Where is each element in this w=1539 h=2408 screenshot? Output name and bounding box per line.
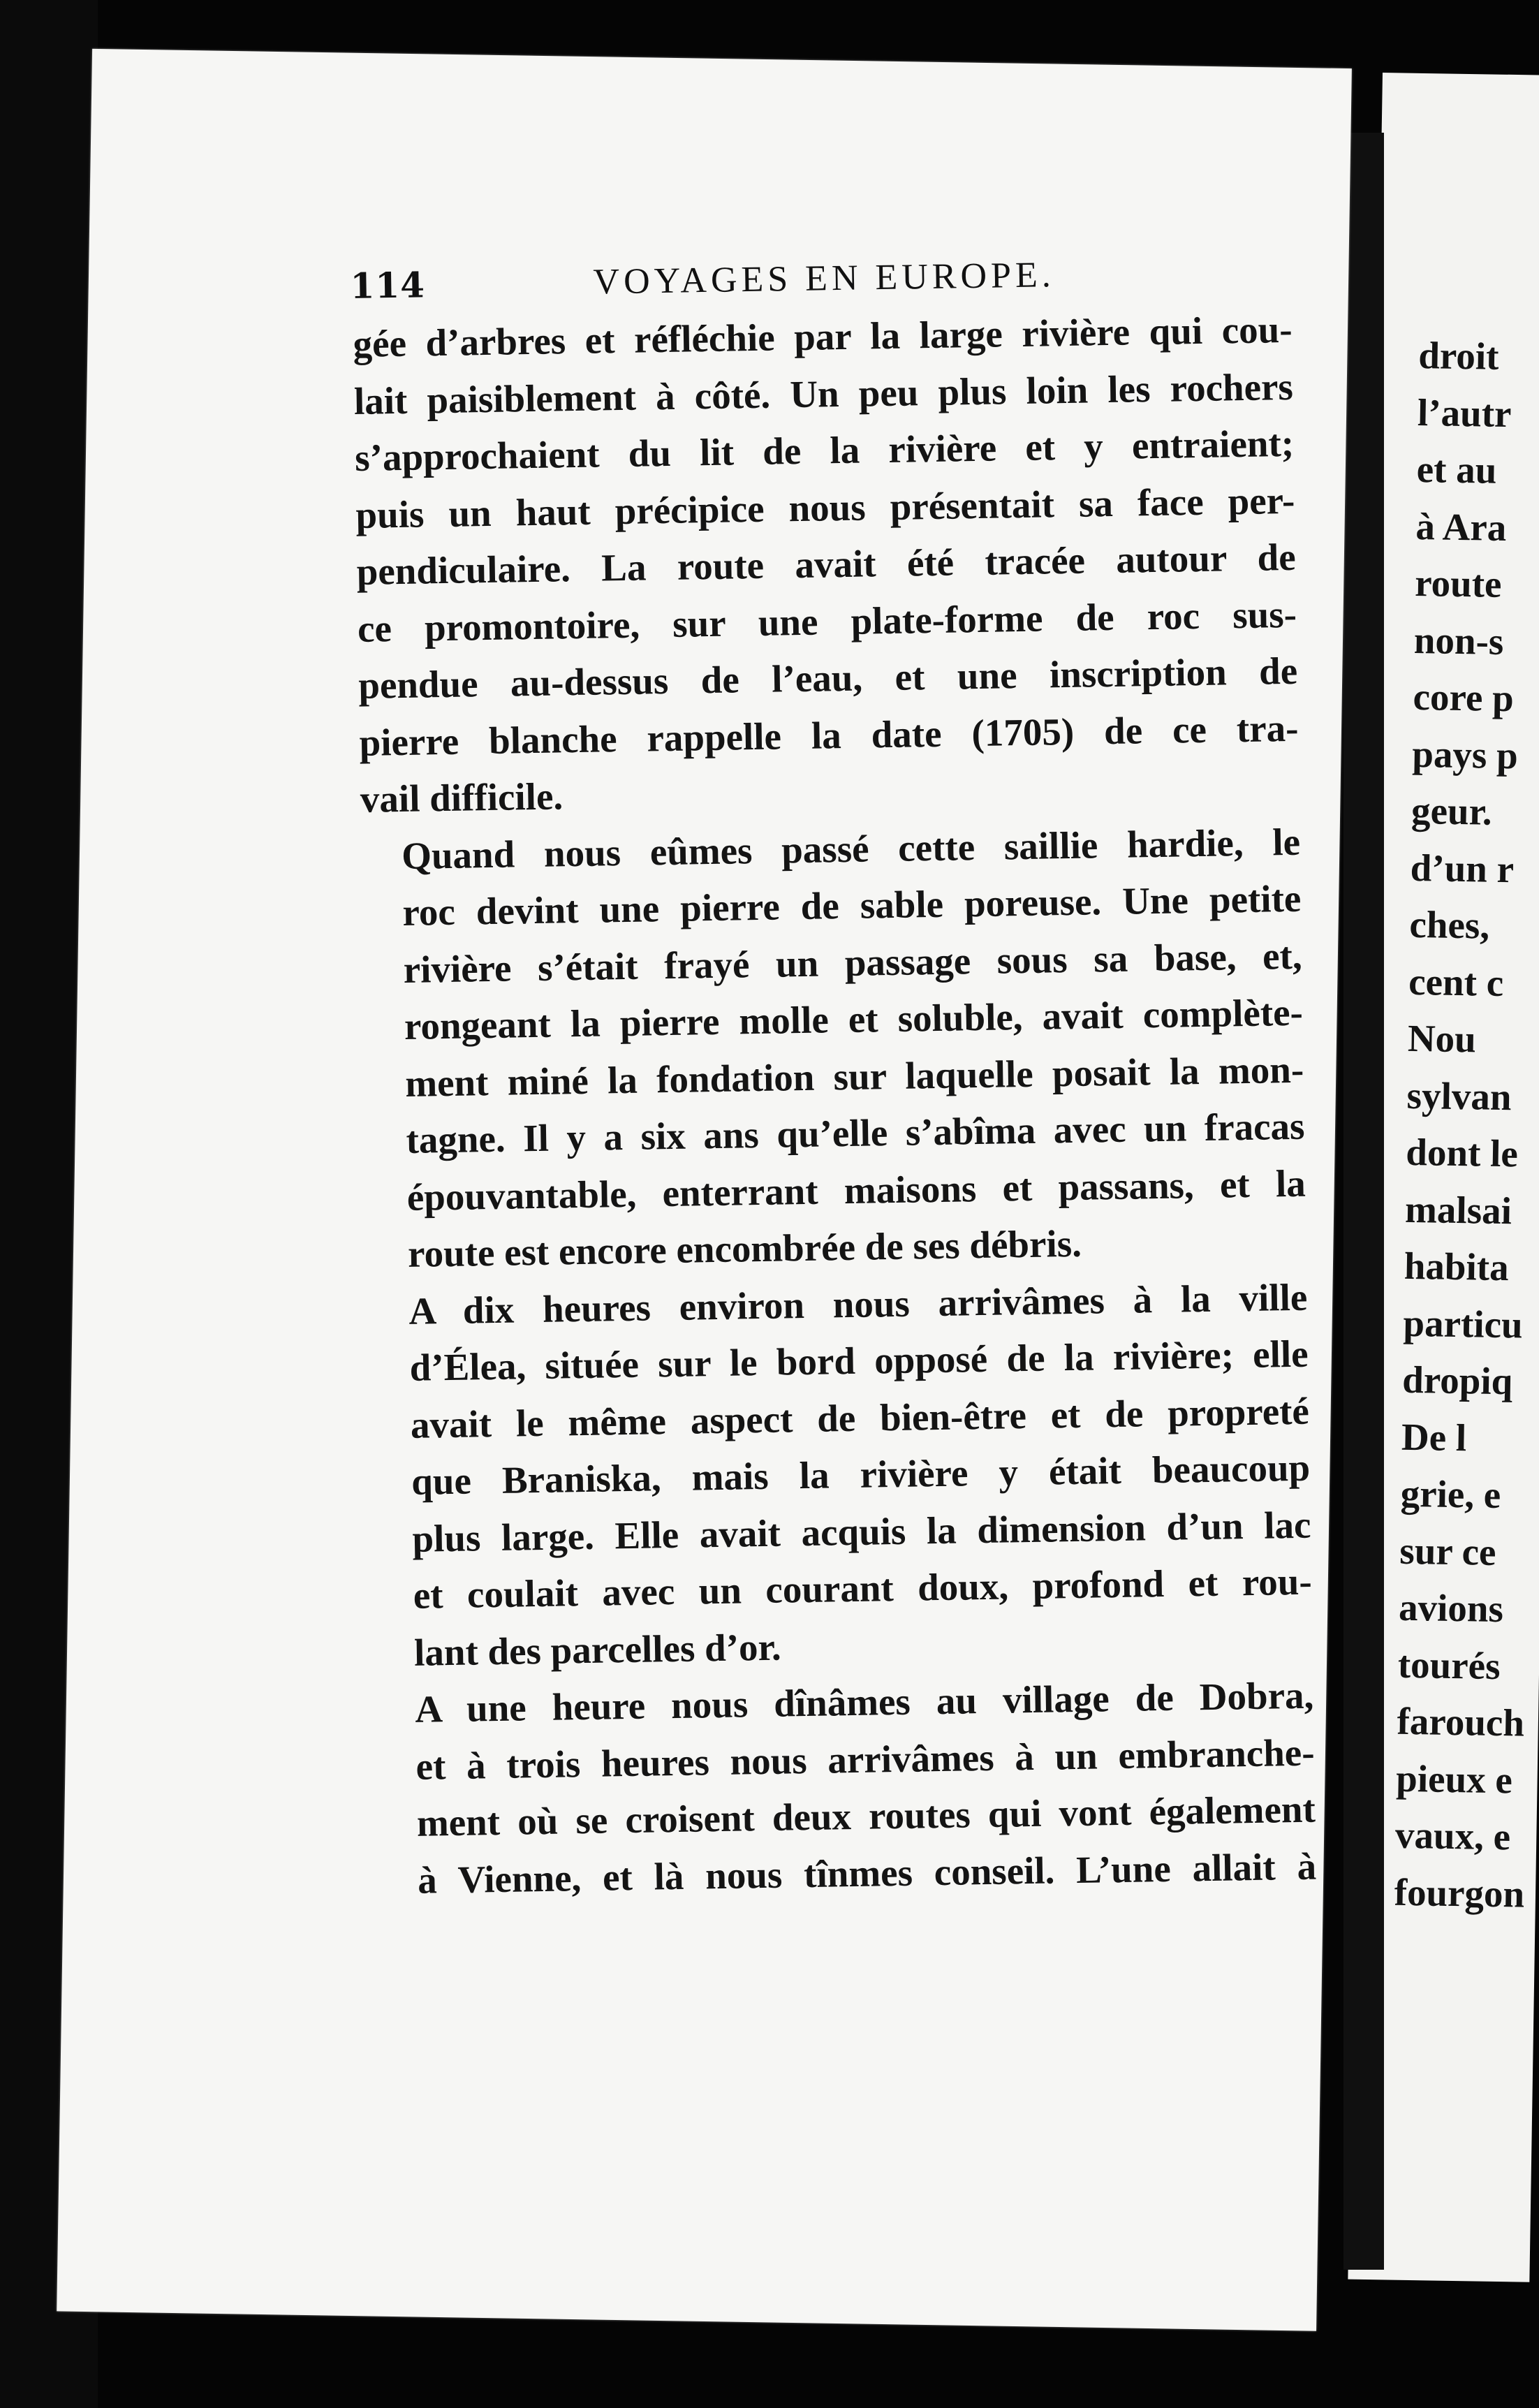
facing-line: d’un r xyxy=(1410,846,1515,890)
text-line: gée d’arbres et réfléchie par la large rivière qui cou- xyxy=(353,307,1293,365)
text-line: s’approchaient du lit de la rivière et y entraient; xyxy=(354,421,1295,479)
facing-line: farouch xyxy=(1397,1699,1525,1745)
facing-line: dropiq xyxy=(1401,1358,1513,1403)
text-line: plus large. Elle avait acquis la dimension d’un lac xyxy=(412,1503,1311,1560)
paragraph-3 xyxy=(368,1268,1313,1682)
text-line: et coulait avec un courant doux, profond et rou- xyxy=(413,1559,1313,1617)
text-line: pierre blanche rappelle la date (1705) de ce tra- xyxy=(359,706,1299,764)
text-line: route est encore encombrée de ses débris. xyxy=(407,1221,1082,1275)
text-line: roc devint une pierre de sable poreuse. Une petite xyxy=(402,876,1302,934)
facing-line: particu xyxy=(1403,1301,1524,1346)
facing-line: geur. xyxy=(1411,788,1493,833)
facing-line: malsai xyxy=(1404,1187,1512,1232)
text-line: tagne. Il y a six ans qu’elle s’abîma avec un fracas xyxy=(406,1104,1305,1161)
paragraph-4 xyxy=(374,1667,1317,1909)
text-line: puis un haut précipice nous présentait sa face per- xyxy=(355,478,1295,536)
text-line: Quand nous eûmes passé cette saillie hardie, le xyxy=(401,820,1301,877)
facing-page-text xyxy=(1394,327,1539,1923)
facing-line: à Ara xyxy=(1415,504,1507,549)
facing-line: grie, e xyxy=(1400,1471,1501,1517)
page-number: 114 xyxy=(350,264,426,307)
facing-line: pieux e xyxy=(1395,1756,1513,1801)
facing-line: De l xyxy=(1401,1415,1467,1459)
text-line: lait paisiblement à côté. Un peu plus loin les rochers xyxy=(353,365,1294,423)
text-line: que Braniska, mais la rivière y était beaucoup xyxy=(411,1446,1311,1503)
facing-line: ches, xyxy=(1409,902,1490,947)
facing-line: non-s xyxy=(1413,618,1504,663)
text-line: A une heure nous dînâmes au village de Dobra, xyxy=(414,1673,1314,1731)
text-line: ment miné la fondation sur laquelle posait la mon- xyxy=(404,1048,1304,1105)
facing-line: pays p xyxy=(1411,732,1519,777)
body-text xyxy=(353,301,1317,1909)
text-line: vail difficile. xyxy=(360,774,564,821)
paragraph-2 xyxy=(361,813,1307,1283)
text-line: rivière s’était frayé un passage sous sa base, et, xyxy=(403,934,1303,991)
text-line: pendue au-dessus de l’eau, et une inscription de xyxy=(358,649,1298,707)
text-line: à Vienne, et là nous tînmes conseil. L’une allait à xyxy=(417,1844,1317,1902)
text-line: avait le même aspect de bien-être et de propreté xyxy=(410,1389,1310,1446)
facing-line: cent c xyxy=(1408,960,1504,1004)
facing-line: tourés xyxy=(1397,1643,1501,1687)
facing-line: l’autr xyxy=(1417,390,1512,435)
facing-line: sylvan xyxy=(1406,1073,1512,1118)
text-line: pendiculaire. La route avait été tracée autour de xyxy=(356,535,1297,593)
paragraph-1 xyxy=(353,301,1299,828)
text-line: épouvantable, enterrant maisons et passans, et la xyxy=(406,1161,1306,1219)
facing-line: sur ce xyxy=(1399,1529,1496,1573)
facing-line: fourgon xyxy=(1394,1870,1525,1916)
text-line: A dix heures environ nous arrivâmes à la ville xyxy=(408,1275,1308,1333)
text-line: ment où se croisent deux routes qui vont également xyxy=(416,1787,1316,1844)
text-line: rongeant la pierre molle et soluble, avait complète- xyxy=(404,990,1304,1048)
facing-line: droit xyxy=(1418,333,1499,378)
book-gutter xyxy=(1343,133,1384,2270)
text-line: d’Élea, située sur le bord opposé de la rivière; elle xyxy=(409,1332,1309,1389)
facing-line: Nou xyxy=(1407,1016,1477,1061)
text-line: et à trois heures nous arrivâmes à un embranche- xyxy=(415,1731,1315,1788)
text-line: lant des parcelles d’or. xyxy=(413,1625,782,1674)
facing-line: avions xyxy=(1398,1585,1504,1631)
running-title: VOYAGES EN EUROPE. xyxy=(593,255,1056,302)
facing-line: dont le xyxy=(1405,1130,1519,1175)
facing-line: core p xyxy=(1413,675,1515,720)
facing-line: route xyxy=(1414,561,1502,605)
facing-line: habita xyxy=(1404,1244,1510,1289)
text-line: ce promontoire, sur une plate-forme de roc sus- xyxy=(357,592,1297,650)
facing-line: vaux, e xyxy=(1394,1813,1511,1858)
facing-line: et au xyxy=(1416,447,1497,492)
